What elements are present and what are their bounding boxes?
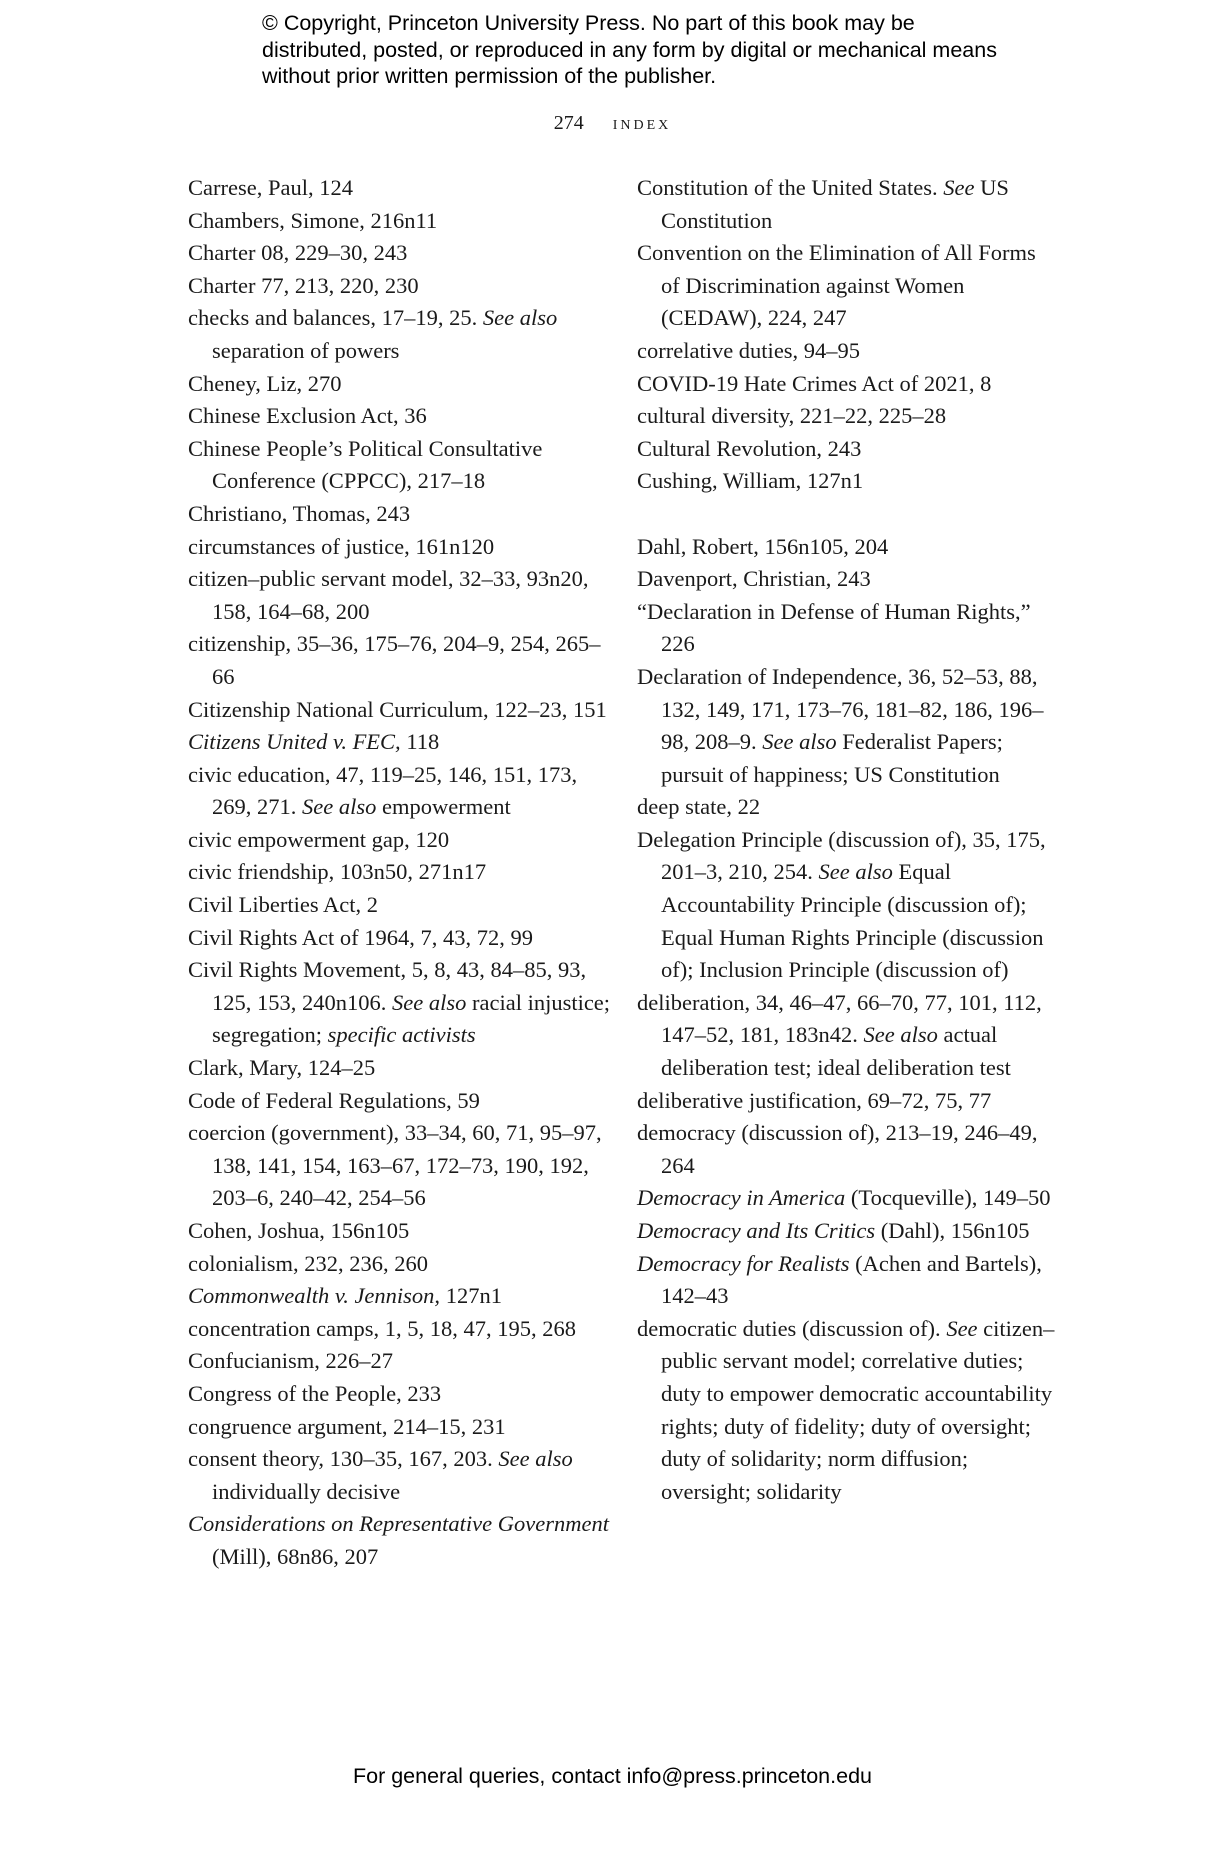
index-entry-text: Congress of the People, 233: [188, 1380, 442, 1406]
index-entry-text: 118: [400, 729, 440, 755]
index-entry: [637, 237, 1057, 335]
index-entry: [188, 531, 613, 564]
index-entry: [637, 596, 1057, 661]
index-entry: [188, 1378, 613, 1411]
index-entry-text: (Achen and Bartels), 142–43: [661, 1250, 1042, 1309]
index-entry-text: Declaration of Independence, 36, 52–53, 88, 132, 149, 171, 173–76, 181–82, 186, 196–98, 208–9.: [637, 663, 1044, 755]
index-entry: [188, 1508, 613, 1573]
index-entry-text: racial injustice; segregation;: [212, 989, 611, 1048]
index-entry-text: checks and balances, 17–19, 25.: [188, 305, 483, 331]
index-entry: [188, 1345, 613, 1378]
index-entry-italic: See also: [302, 794, 377, 820]
index-entry-italic: Democracy and Its Critics: [637, 1218, 876, 1243]
index-entry: [188, 1248, 613, 1281]
index-entry-text: Federalist Papers; pursuit of happiness; US Constitution: [661, 729, 1003, 787]
index-entry-text: citizen–public servant model, 32–33, 93n20, 158, 164–68, 200: [188, 566, 589, 624]
index-entry: [188, 726, 613, 759]
index-entry-italic: See also: [392, 989, 467, 1015]
index-entry-text: Carrese, Paul, 124: [188, 175, 353, 200]
index-entry: [188, 954, 613, 1052]
index-entry: [188, 1215, 613, 1248]
index-entry-text: Cohen, Joshua, 156n105: [188, 1218, 410, 1243]
index-entry-text: “Declaration in Defense of Human Rights,” 226: [637, 598, 1031, 657]
index-entry-text: Cultural Revolution, 243: [637, 435, 862, 461]
footer-contact: For general queries, contact info@press.princeton.edu: [352, 1764, 872, 1788]
index-entry: [188, 498, 613, 531]
index-entry: [188, 694, 613, 727]
index-entry: [188, 1313, 613, 1346]
index-entry-text: Civil Rights Act of 1964, 7, 43, 72, 99: [188, 924, 534, 950]
index-entry-text: US Constitution: [661, 175, 1009, 233]
index-entry-italic: See also: [762, 729, 837, 755]
index-entry-text: correlative duties, 94–95: [637, 337, 861, 363]
index-entry: [188, 1443, 613, 1508]
index-entry: [188, 172, 613, 205]
index-entry-text: Code of Federal Regulations, 59: [188, 1087, 480, 1113]
index-entry-italic: Commonwealth v. Jennison,: [188, 1283, 441, 1309]
index-entry: [188, 237, 613, 270]
index-entry: [188, 889, 613, 922]
index-entry: [637, 1215, 1057, 1248]
index-entry-text: citizenship, 35–36, 175–76, 204–9, 254, 265–66: [188, 631, 601, 689]
index-entry-italic: specific activists: [327, 1022, 476, 1048]
index-entry-italic: Democracy in America: [637, 1185, 846, 1211]
index-entry: [188, 824, 613, 857]
index-entry: [188, 270, 613, 303]
index-entry: [188, 1052, 613, 1085]
index-entry-text: Civil Rights Movement, 5, 8, 43, 84–85, 93, 125, 153, 240n106.: [188, 957, 587, 1015]
index-entry-text: COVID-19 Hate Crimes Act of 2021, 8: [637, 370, 992, 396]
index-entry-text: Chinese Exclusion Act, 36: [188, 403, 427, 429]
running-head: [0, 112, 1225, 135]
index-entry-italic: Considerations on Representative Government: [188, 1511, 609, 1537]
index-entry: [637, 824, 1057, 987]
index-entry-text: Chambers, Simone, 216n11: [188, 207, 438, 233]
index-entry: [637, 1313, 1057, 1509]
index-column-right: [637, 172, 1057, 1508]
index-entry-text: Clark, Mary, 124–25: [188, 1055, 376, 1081]
index-entry-italic: Citizens United v. FEC,: [188, 729, 401, 755]
index-entry: [637, 987, 1057, 1085]
index-entry-text: empowerment: [376, 794, 511, 820]
index-entry: [637, 400, 1057, 433]
index-entry: [637, 1085, 1057, 1118]
index-entry-text: Dahl, Robert, 156n105, 204: [637, 533, 889, 559]
index-entry-text: (Tocqueville), 149–50: [845, 1185, 1051, 1211]
index-entry-italic: See also: [482, 305, 558, 331]
index-entry-text: concentration camps, 1, 5, 18, 47, 195, 268: [188, 1315, 577, 1341]
index-entry-text: colonialism, 232, 236, 260: [188, 1250, 428, 1276]
index-entry-text: Cheney, Liz, 270: [188, 370, 342, 396]
index-entry-text: civic education, 47, 119–25, 146, 151, 173, 269, 271.: [188, 761, 578, 820]
index-entry-text: deliberation, 34, 46–47, 66–70, 77, 101, 112, 147–52, 181, 183n42.: [637, 989, 1042, 1048]
index-entry-text: citizen–public servant model; correlative duties; duty to empower democratic accountability rights; duty of fidelity; duty of oversight; duty of solidarity; norm diffusion; oversight; solidarity: [661, 1315, 1055, 1504]
index-entry-text: separation of powers: [212, 337, 400, 363]
index-entry: [637, 465, 1057, 498]
index-entry-text: Convention on the Elimination of All Forms of Discrimination against Women (CEDAW), 224, 247: [637, 240, 1036, 331]
index-entry-italic: See: [946, 1315, 978, 1341]
index-entry-text: (Mill), 68n86, 207: [212, 1543, 379, 1569]
index-entry: [637, 433, 1057, 466]
index-entry-text: coercion (government), 33–34, 60, 71, 95–97, 138, 141, 154, 163–67, 172–73, 190, 192, 203–6, 240–42, 254–56: [188, 1120, 602, 1211]
index-entry-text: democratic duties (discussion of).: [637, 1315, 947, 1341]
index-entry: [637, 531, 1057, 564]
index-entry: [188, 856, 613, 889]
index-entry-text: civic empowerment gap, 120: [188, 826, 450, 852]
index-entry-text: democracy (discussion of), 213–19, 246–49, 264: [637, 1120, 1038, 1178]
index-entry-text: Citizenship National Curriculum, 122–23, 151: [188, 696, 607, 722]
index-entry: [188, 400, 613, 433]
index-entry: [637, 791, 1057, 824]
index-entry: [637, 1248, 1057, 1313]
index-entry-text: Charter 77, 213, 220, 230: [188, 272, 419, 298]
index-entry: [188, 302, 613, 367]
index-entry-text: Charter 08, 229–30, 243: [188, 240, 408, 266]
index-entry: [637, 1182, 1057, 1215]
index-entry: [637, 563, 1057, 596]
index-entry: [188, 1411, 613, 1444]
index-entry: [188, 1117, 613, 1215]
index-entry-text: Cushing, William, 127n1: [637, 468, 864, 494]
index-entry-italic: See also: [863, 1022, 938, 1048]
index-entry: [188, 1280, 613, 1313]
index-entry-text: civic friendship, 103n50, 271n17: [188, 859, 487, 885]
index-column-left: [188, 172, 613, 1574]
index-entry: [188, 205, 613, 238]
index-entry: [637, 661, 1057, 791]
index-entry: [637, 1117, 1057, 1182]
index-entry-text: Davenport, Christian, 243: [637, 566, 871, 592]
index-entry-text: consent theory, 130–35, 167, 203.: [188, 1446, 499, 1472]
index-entry: [188, 433, 613, 498]
index-entry-text: Confucianism, 226–27: [188, 1348, 393, 1374]
index-entry-text: Civil Liberties Act, 2: [188, 892, 378, 918]
index-entry-text: deliberative justification, 69–72, 75, 77: [637, 1087, 992, 1113]
index-entry-text: individually decisive: [212, 1478, 401, 1504]
index-entry: [637, 172, 1057, 237]
copyright-notice: © Copyright, Princeton University Press. No part of this book may be distributed, posted, or reproduced in any form by digital or mechanical means without prior written permission of the publisher.: [262, 11, 997, 88]
index-entry-text: (Dahl), 156n105: [875, 1218, 1030, 1243]
index-entry-text: Delegation Principle (discussion of), 35, 175, 201–3, 210, 254.: [637, 826, 1046, 885]
index-entry-italic: See also: [498, 1446, 573, 1472]
index-entry-text: circumstances of justice, 161n120: [188, 533, 495, 559]
index-entry-text: actual deliberation test; ideal deliberation test: [661, 1022, 1011, 1081]
index-entry: [637, 335, 1057, 368]
index-entry-italic: See also: [818, 859, 893, 885]
index-entry: [188, 628, 613, 693]
index-entry: [188, 563, 613, 628]
index-entry: [188, 1085, 613, 1118]
index-entry-italic: See: [943, 175, 975, 200]
index-entry-text: 127n1: [440, 1283, 502, 1309]
index-entry-text: Christiano, Thomas, 243: [188, 500, 411, 526]
index-entry-text: cultural diversity, 221–22, 225–28: [637, 403, 947, 429]
index-entry: [188, 368, 613, 401]
page-number: 274: [553, 112, 584, 134]
index-entry-text: deep state, 22: [637, 794, 761, 820]
index-entry-italic: Democracy for Realists: [637, 1250, 850, 1276]
index-entry: [637, 368, 1057, 401]
index-entry-text: Equal Accountability Principle (discussion of); Equal Human Rights Principle (discussion of); Inclusion Principle (discussion of): [661, 859, 1044, 983]
index-entry-text: Constitution of the United States.: [637, 175, 944, 200]
index-entry-text: Chinese People’s Political Consultative Conference (CPPCC), 217–18: [188, 435, 543, 494]
page-title: index: [612, 112, 672, 134]
index-entry-text: congruence argument, 214–15, 231: [188, 1413, 506, 1439]
index-entry: [188, 922, 613, 955]
index-entry: [188, 759, 613, 824]
